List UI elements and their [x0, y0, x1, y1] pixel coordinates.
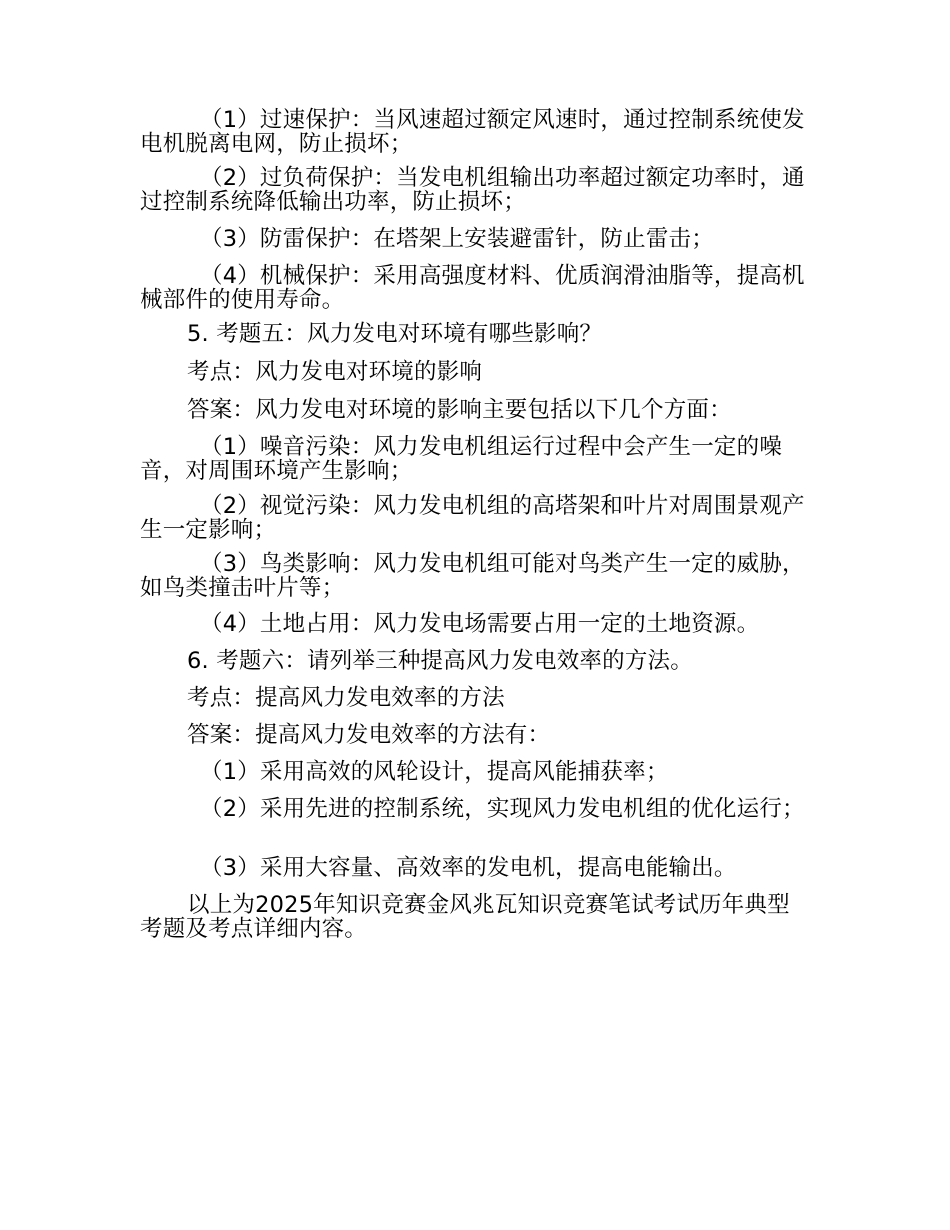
method-item-2: （2）采用先进的控制系统，实现风力发电机组的优化运行；: [200, 796, 805, 822]
protection-item-1: （1）过速保护：当风速超过额定风速时，通过控制系统使发电机脱离电网，防止损坏；: [140, 107, 805, 157]
impact-item-1: （1）噪音污染：风力发电机组运行过程中会产生一定的噪音，对周围环境产生影响；: [140, 434, 783, 484]
method-item-1: （1）采用高效的风轮设计，提高风能捕获率；: [200, 759, 669, 785]
impact-item-2: （2）视觉污染：风力发电机组的高塔架和叶片对周围景观产生一定影响；: [140, 493, 805, 543]
closing-paragraph: 以上为2025年知识竞赛金风兆瓦知识竞赛笔试考试历年典型考题及考点详细内容。: [140, 892, 790, 942]
question-5-answer: 答案：风力发电对环境的影响主要包括以下几个方面：: [187, 397, 732, 423]
protection-item-2: （2）过负荷保护：当发电机组输出功率超过额定功率时，通过控制系统降低输出功率，防止损坏；: [140, 165, 805, 215]
impact-item-3: （3）鸟类影响：风力发电机组可能对鸟类产生一定的威胁，如鸟类撞击叶片等；: [140, 551, 805, 601]
protection-item-3: （3）防雷保护：在塔架上安装避雷针，防止雷击；: [200, 226, 714, 252]
question-5-heading: 5. 考题五：风力发电对环境有哪些影响？: [187, 321, 603, 347]
question-6-answer: 答案：提高风力发电效率的方法有：: [187, 722, 551, 748]
protection-item-4: （4）机械保护：采用高强度材料、优质润滑油脂等，提高机械部件的使用寿命。: [140, 263, 805, 313]
question-5-key-point: 考点：风力发电对环境的影响: [187, 359, 483, 385]
question-6-key-point: 考点：提高风力发电效率的方法: [187, 685, 505, 711]
question-6-heading: 6. 考题六：请列举三种提高风力发电效率的方法。: [187, 648, 693, 674]
method-item-3: （3）采用大容量、高效率的发电机，提高电能输出。: [200, 855, 737, 881]
impact-item-4: （4）土地占用：风力发电场需要占用一定的土地资源。: [200, 611, 760, 637]
